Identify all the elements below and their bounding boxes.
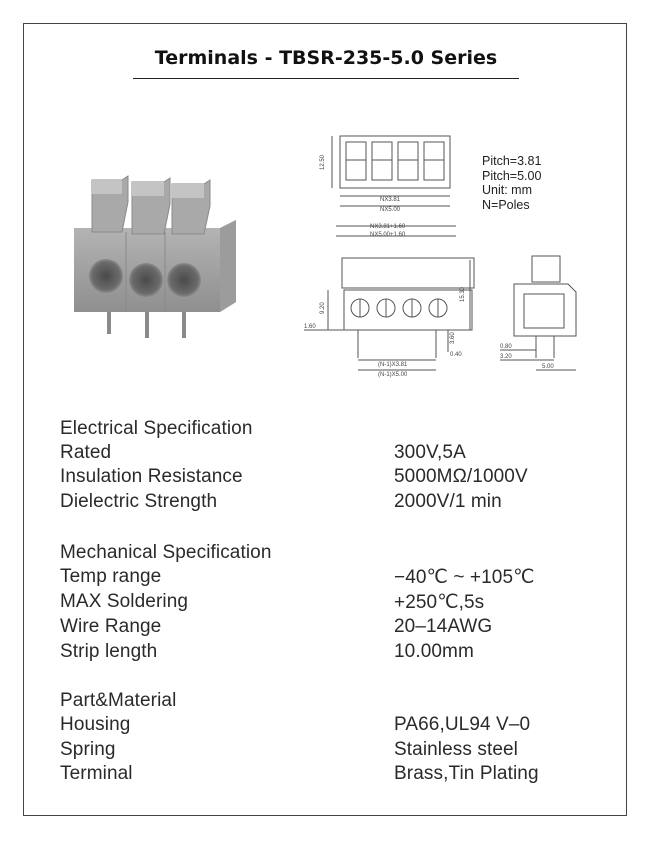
front-h2-label: 15.30 <box>460 286 466 302</box>
product-photo <box>70 172 240 344</box>
spec-value: 5000MΩ/1000V <box>394 466 528 487</box>
spec-value: PA66,UL94 V–0 <box>394 714 531 735</box>
note-pitch-1: Pitch=3.81 <box>482 154 542 168</box>
top-w1-label: NX3.81 <box>380 197 401 203</box>
spec-label: Insulation Resistance <box>60 466 243 487</box>
spec-label: Dielectric Strength <box>60 491 218 512</box>
spec-label: MAX Soldering <box>60 591 189 612</box>
front-view-drawing <box>298 250 478 380</box>
side-d1-label: 0.80 <box>500 344 512 350</box>
spec-label: Housing <box>60 714 131 735</box>
spec-value: 20–14AWG <box>394 616 493 637</box>
spec-label: Temp range <box>60 566 162 587</box>
spec-label: Terminal <box>60 763 133 784</box>
top-height-label: 12.50 <box>320 154 326 170</box>
spec-value: Stainless steel <box>394 739 519 760</box>
spec-value: −40℃ ~ +105℃ <box>394 567 535 588</box>
front-left-label: 1.60 <box>304 324 316 330</box>
front-pin-label: 3.60 <box>450 332 456 344</box>
side-d2-label: 3.20 <box>500 354 512 360</box>
title-underline <box>133 78 519 79</box>
spec-value: +250℃,5s <box>394 592 485 613</box>
spec-label: Spring <box>60 739 116 760</box>
note-poles: N=Poles <box>482 197 530 212</box>
spec-value: 2000V/1 min <box>394 491 502 512</box>
top-w4-label: NX5.00+1.60 <box>370 232 406 238</box>
front-h1-label: 9.20 <box>320 302 326 314</box>
section-heading-mechanical: Mechanical Specification <box>60 542 272 563</box>
spec-value: 10.00mm <box>394 641 474 662</box>
top-w2-label: NX5.00 <box>380 207 401 213</box>
spec-value: 300V,5A <box>394 442 466 463</box>
side-view-drawing <box>494 250 584 380</box>
section-heading-material: Part&Material <box>60 690 177 711</box>
section-heading-electrical: Electrical Specification <box>60 418 253 439</box>
side-d3-label: 5.00 <box>542 364 554 370</box>
spec-label: Rated <box>60 442 112 463</box>
front-p2-label: (N-1)X5.00 <box>378 372 408 378</box>
spec-value: Brass,Tin Plating <box>394 763 539 784</box>
front-p1-label: (N-1)X3.81 <box>378 362 408 368</box>
spec-notes <box>482 154 541 212</box>
note-pitch-2: Pitch=5.00 <box>482 168 542 183</box>
spec-label: Wire Range <box>60 616 162 637</box>
top-w3-label: NX3.81+1.60 <box>370 224 406 230</box>
front-pinw-label: 0.40 <box>450 352 462 358</box>
spec-label: Strip length <box>60 641 158 662</box>
note-unit: Unit: mm <box>482 183 532 197</box>
top-view-drawing <box>318 128 478 242</box>
page-title: Terminals - TBSR-235-5.0 Series <box>154 47 498 69</box>
